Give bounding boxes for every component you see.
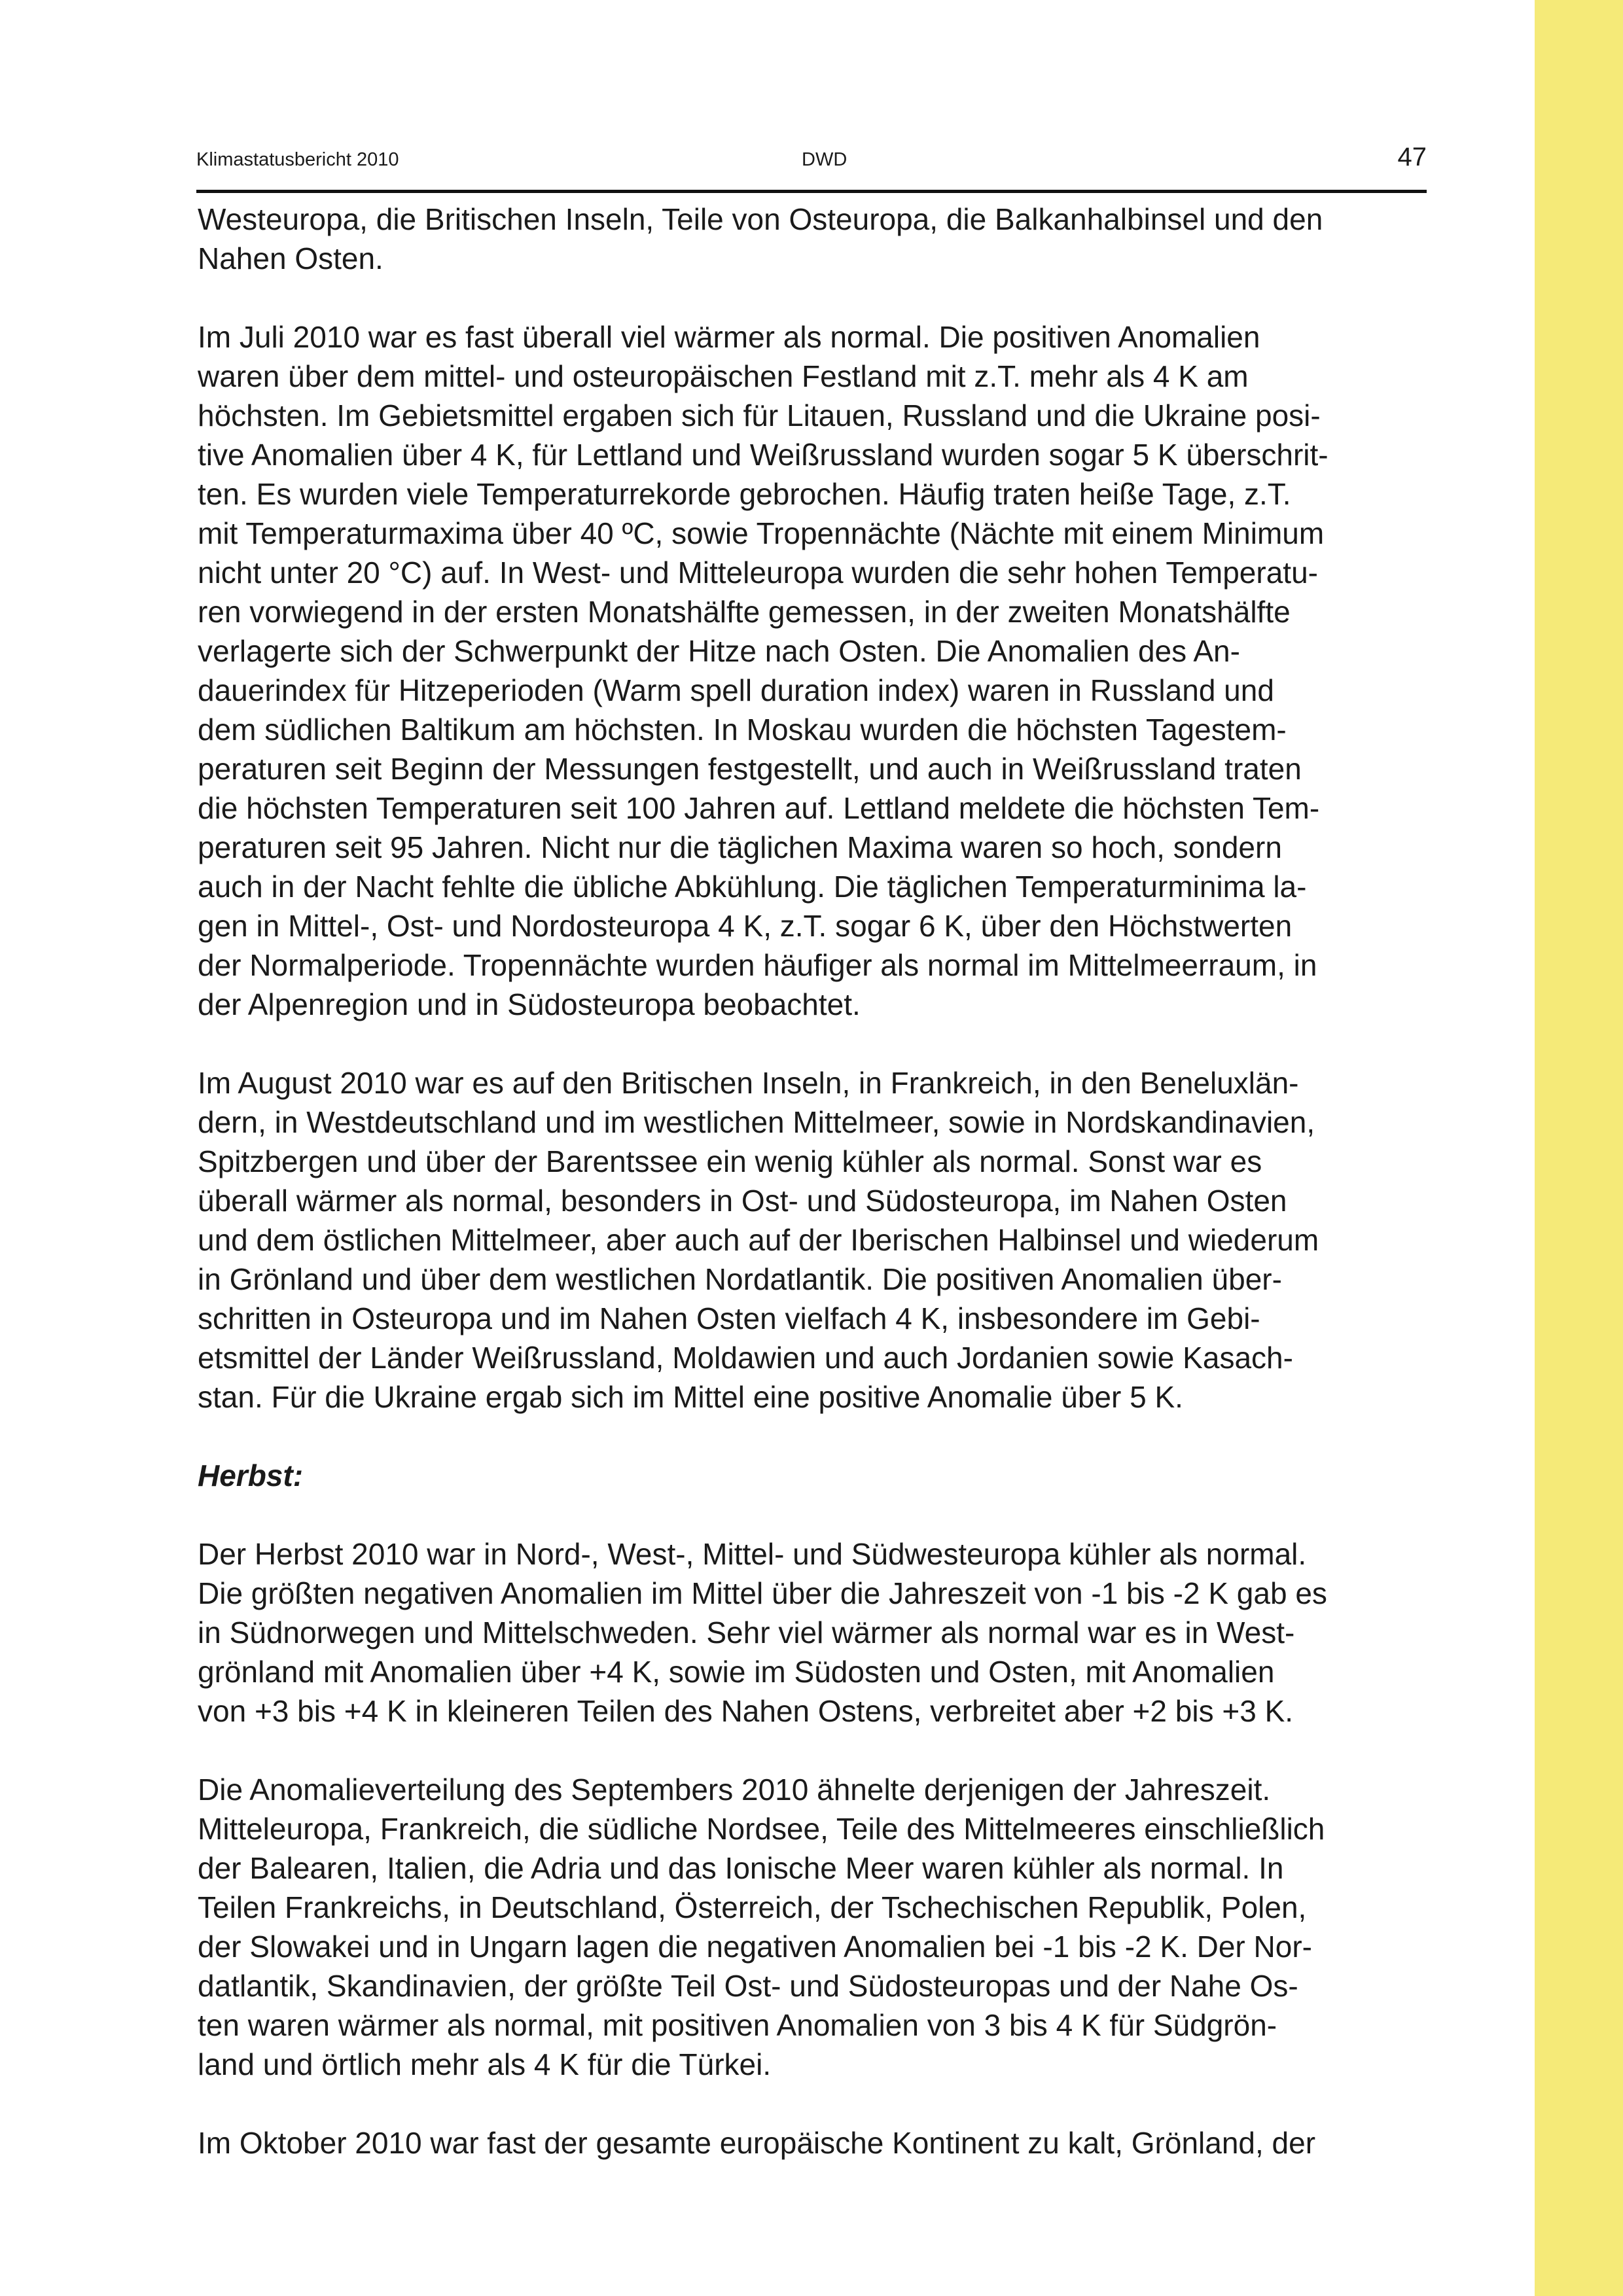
page-margin-color-strip bbox=[1535, 0, 1623, 2296]
text-line: verlagerte sich der Schwerpunkt der Hitze nach Osten. Die Anomalien des An- bbox=[198, 634, 1240, 668]
text-line: Im Oktober 2010 war fast der gesamte europäische Kontinent zu kalt, Grönland, der bbox=[198, 2126, 1316, 2160]
text-line: in Südnorwegen und Mittelschweden. Sehr viel wärmer als normal war es in West- bbox=[198, 1616, 1295, 1650]
text-line: ten waren wärmer als normal, mit positiven Anomalien von 3 bis 4 K für Südgrön- bbox=[198, 2008, 1277, 2042]
text-line: tive Anomalien über 4 K, für Lettland und Weißrussland wurden sogar 5 K überschrit- bbox=[198, 438, 1329, 472]
text-line: der Balearen, Italien, die Adria und das Ionische Meer waren kühler als normal. In bbox=[198, 1851, 1284, 1885]
text-line: gen in Mittel-, Ost- und Nordosteuropa 4 K, z.T. sogar 6 K, über den Höchstwerten bbox=[198, 909, 1293, 943]
text-line: Nahen Osten. bbox=[198, 241, 383, 275]
text-line: Teilen Frankreichs, in Deutschland, Österreich, der Tschechischen Republik, Polen, bbox=[198, 1890, 1307, 1924]
text-line: peraturen seit 95 Jahren. Nicht nur die täglichen Maxima waren so hoch, sondern bbox=[198, 830, 1282, 864]
text-line: dern, in Westdeutschland und im westlichen Mittelmeer, sowie in Nordskandinavien, bbox=[198, 1105, 1315, 1139]
text-line: etsmittel der Länder Weißrussland, Moldawien und auch Jordanien sowie Kasach- bbox=[198, 1341, 1293, 1375]
paragraph-juli bbox=[198, 317, 1428, 1024]
text-line: Im August 2010 war es auf den Britischen Inseln, in Frankreich, in den Beneluxlän- bbox=[198, 1066, 1299, 1100]
text-line: Im Juli 2010 war es fast überall viel wärmer als normal. Die positiven Anomalien bbox=[198, 320, 1260, 354]
text-line: der Alpenregion und in Südosteuropa beobachtet. bbox=[198, 987, 861, 1021]
page-header bbox=[196, 143, 1427, 182]
text-line: von +3 bis +4 K in kleineren Teilen des Nahen Ostens, verbreitet aber +2 bis +3 K. bbox=[198, 1694, 1294, 1728]
page-body bbox=[198, 200, 1428, 2163]
paragraph-september bbox=[198, 1770, 1428, 2084]
text-line: und dem östlichen Mittelmeer, aber auch auf der Iberischen Halbinsel und wiederum bbox=[198, 1223, 1319, 1257]
paragraph-continuation bbox=[198, 200, 1428, 278]
text-line: peraturen seit Beginn der Messungen festgestellt, und auch in Weißrussland traten bbox=[198, 752, 1302, 786]
text-line: auch in der Nacht fehlte die übliche Abkühlung. Die täglichen Temperaturminima la- bbox=[198, 870, 1307, 904]
text-line: der Normalperiode. Tropennächte wurden häufiger als normal im Mittelmeerraum, in bbox=[198, 948, 1317, 982]
header-divider bbox=[196, 190, 1427, 193]
publisher-name: DWD bbox=[802, 149, 847, 170]
text-line: der Slowakei und in Ungarn lagen die negativen Anomalien bei -1 bis -2 K. Der Nor- bbox=[198, 1930, 1312, 1964]
paragraph-oktober bbox=[198, 2123, 1428, 2163]
text-line: Mitteleuropa, Frankreich, die südliche Nordsee, Teile des Mittelmeeres einschließlich bbox=[198, 1812, 1325, 1846]
text-line: Der Herbst 2010 war in Nord-, West-, Mittel- und Südwesteuropa kühler als normal. bbox=[198, 1537, 1307, 1571]
text-line: in Grönland und über dem westlichen Nordatlantik. Die positiven Anomalien über- bbox=[198, 1262, 1282, 1296]
text-line: Die größten negativen Anomalien im Mittel über die Jahreszeit von -1 bis -2 K gab es bbox=[198, 1576, 1327, 1610]
text-line: stan. Für die Ukraine ergab sich im Mittel eine positive Anomalie über 5 K. bbox=[198, 1380, 1183, 1414]
paragraph-august bbox=[198, 1063, 1428, 1417]
text-line: die höchsten Temperaturen seit 100 Jahren auf. Lettland meldete die höchsten Tem- bbox=[198, 791, 1320, 825]
text-line: waren über dem mittel- und osteuropäischen Festland mit z.T. mehr als 4 K am bbox=[198, 359, 1249, 393]
text-line: ten. Es wurden viele Temperaturrekorde gebrochen. Häufig traten heiße Tage, z.T. bbox=[198, 477, 1291, 511]
section-heading-herbst: Herbst: bbox=[198, 1458, 304, 1492]
text-line: höchsten. Im Gebietsmittel ergaben sich für Litauen, Russland und die Ukraine posi- bbox=[198, 398, 1321, 433]
report-title: Klimastatusbericht 2010 bbox=[196, 149, 399, 170]
text-line: Westeuropa, die Britischen Inseln, Teile von Osteuropa, die Balkanhalbinsel und den bbox=[198, 202, 1323, 236]
text-line: dem südlichen Baltikum am höchsten. In Moskau wurden die höchsten Tagestem- bbox=[198, 713, 1287, 747]
page-number: 47 bbox=[1397, 143, 1427, 171]
text-line: mit Temperaturmaxima über 40 ºC, sowie Tropennächte (Nächte mit einem Minimum bbox=[198, 516, 1325, 550]
text-line: Die Anomalieverteilung des Septembers 2010 ähnelte derjenigen der Jahreszeit. bbox=[198, 1773, 1271, 1807]
text-line: Spitzbergen und über der Barentssee ein wenig kühler als normal. Sonst war es bbox=[198, 1144, 1262, 1178]
text-line: grönland mit Anomalien über +4 K, sowie im Südosten und Osten, mit Anomalien bbox=[198, 1655, 1275, 1689]
text-line: nicht unter 20 °C) auf. In West- und Mitteleuropa wurden die sehr hohen Temperatu- bbox=[198, 556, 1318, 590]
text-line: datlantik, Skandinavien, der größte Teil Ost- und Südosteuropas und der Nahe Os- bbox=[198, 1969, 1298, 2003]
text-line: dauerindex für Hitzeperioden (Warm spell duration index) waren in Russland und bbox=[198, 673, 1274, 707]
text-line: schritten in Osteuropa und im Nahen Osten vielfach 4 K, insbesondere im Gebi- bbox=[198, 1301, 1260, 1335]
text-line: überall wärmer als normal, besonders in Ost- und Südosteuropa, im Nahen Osten bbox=[198, 1184, 1287, 1218]
text-line: land und örtlich mehr als 4 K für die Türkei. bbox=[198, 2047, 772, 2081]
text-line: ren vorwiegend in der ersten Monatshälfte gemessen, in der zweiten Monatshälfte bbox=[198, 595, 1291, 629]
paragraph-herbst bbox=[198, 1534, 1428, 1731]
